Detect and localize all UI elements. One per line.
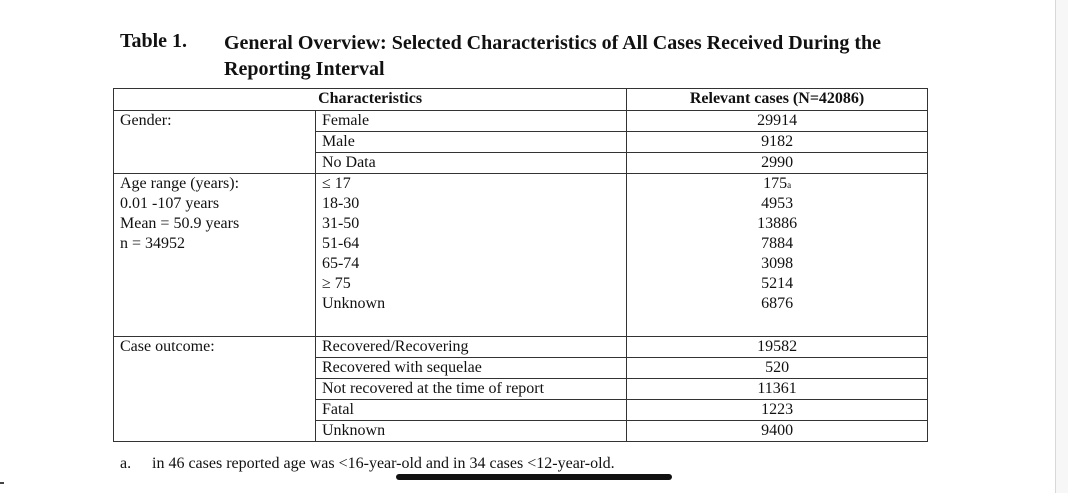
outcome-value: 520	[627, 358, 928, 379]
age-value: 4953	[627, 194, 928, 214]
spacer-cell	[315, 314, 626, 337]
age-name: ≥ 75	[315, 274, 626, 294]
table-row	[114, 111, 928, 132]
age-value: 6876	[627, 294, 928, 314]
table-footnote	[120, 455, 615, 473]
age-value: 3098	[627, 254, 928, 274]
header-relevant-cases: Relevant cases (N=42086)	[627, 89, 928, 111]
age-label-line: 0.01 -107 years	[120, 195, 220, 212]
gender-value: 2990	[627, 153, 928, 174]
age-value: 13886	[627, 214, 928, 234]
side-margin	[1056, 0, 1068, 493]
gender-name: No Data	[315, 153, 626, 174]
outcome-name: Fatal	[315, 400, 626, 421]
table-row	[114, 337, 928, 358]
age-value: 7884	[627, 234, 928, 254]
age-name: ≤ 17	[315, 174, 626, 195]
outcome-name: Not recovered at the time of report	[315, 379, 626, 400]
outcome-name: Recovered/Recovering	[315, 337, 626, 358]
footnote-mark: a.	[120, 455, 132, 472]
horizontal-scrollbar[interactable]	[396, 474, 672, 480]
outcome-value: 1223	[627, 400, 928, 421]
gender-value: 29914	[627, 111, 928, 132]
age-value: 5214	[627, 274, 928, 294]
table-number: Table 1.	[120, 30, 188, 52]
outcome-value: 9400	[627, 421, 928, 442]
gender-label: Gender:	[114, 111, 316, 174]
age-name: 65-74	[315, 254, 626, 274]
age-label-line: Mean = 50.9 years	[120, 215, 240, 232]
gender-name: Female	[315, 111, 626, 132]
footnote-marker: a	[787, 180, 792, 190]
age-name: 18-30	[315, 194, 626, 214]
outcome-value: 19582	[627, 337, 928, 358]
gender-name: Male	[315, 132, 626, 153]
gender-value: 9182	[627, 132, 928, 153]
outcome-name: Recovered with sequelae	[315, 358, 626, 379]
table-title: General Overview: Selected Characteristics of All Cases Received During the Reporting Interval	[224, 32, 882, 80]
table-row	[114, 174, 928, 195]
age-label-line: n = 34952	[120, 235, 186, 252]
age-name: 51-64	[315, 234, 626, 254]
age-name: 31-50	[315, 214, 626, 234]
outcome-label: Case outcome:	[114, 337, 316, 442]
age-label-line: Age range (years):	[120, 175, 240, 192]
age-value-number: 175	[763, 175, 788, 192]
header-characteristics: Characteristics	[114, 89, 627, 111]
age-label	[114, 174, 316, 337]
age-value	[627, 174, 928, 195]
table-header-row	[114, 89, 928, 111]
age-name: Unknown	[315, 294, 626, 314]
spacer-cell	[627, 314, 928, 337]
footnote-text: in 46 cases reported age was <16-year-old and in 34 cases <12-year-old.	[152, 455, 615, 472]
outcome-name: Unknown	[315, 421, 626, 442]
page-edge-mark	[0, 482, 4, 484]
outcome-value: 11361	[627, 379, 928, 400]
characteristics-table	[113, 88, 928, 442]
